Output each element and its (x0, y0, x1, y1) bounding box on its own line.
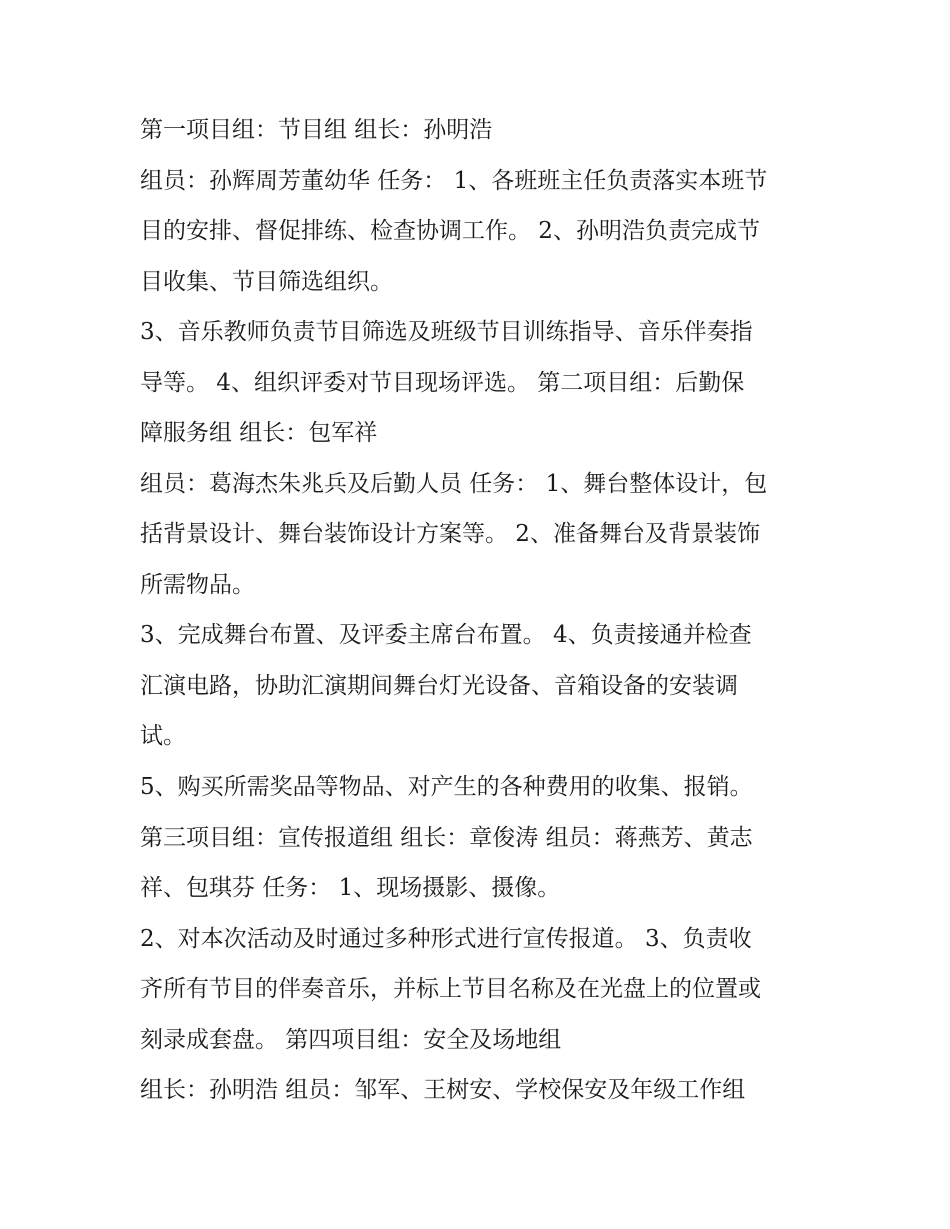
text-line: 括背景设计、舞台装饰设计方案等。 2、准备舞台及背景装饰 (140, 521, 760, 547)
text-line: 2、对本次活动及时通过多种形式进行宣传报道。 3、负责收 (140, 926, 752, 952)
text-line: 5、购买所需奖品等物品、对产生的各种费用的收集、报销。 (140, 774, 753, 800)
text-line: 所需物品。 (140, 572, 255, 598)
text-line: 组员：孙辉周芳董幼华 任务： 1、各班班主任负责落实本班节 (140, 168, 768, 194)
text-line: 刻录成套盘。 第四项目组：安全及场地组 (140, 1027, 562, 1053)
text-line: 组员：葛海杰朱兆兵及后勤人员 任务： 1、舞台整体设计，包 (140, 471, 768, 497)
text-line: 目收集、节目筛选组织。 (140, 269, 393, 295)
text-line: 第三项目组：宣传报道组 组长：章俊涛 组员：蒋燕芳、黄志 (140, 825, 753, 851)
text-line: 3、完成舞台布置、及评委主席台布置。 4、负责接通并检查 (140, 622, 752, 648)
text-line: 障服务组 组长：包军祥 (140, 420, 378, 446)
text-line: 祥、包琪芬 任务： 1、现场摄影、摄像。 (140, 875, 561, 901)
text-line: 组长：孙明浩 组员：邹军、王树安、学校保安及年级工作组 (140, 1077, 746, 1103)
text-line: 目的安排、督促排练、检查协调工作。 2、孙明浩负责完成节 (140, 218, 760, 244)
text-line: 齐所有节目的伴奏音乐，并标上节目名称及在光盘上的位置或 (140, 976, 761, 1002)
text-line: 导等。 4、组织评委对节目现场评选。 第二项目组：后勤保 (140, 370, 745, 396)
text-line: 汇演电路，协助汇演期间舞台灯光设备、音箱设备的安装调 (140, 673, 738, 699)
text-line: 试。 (140, 723, 186, 749)
text-line: 3、音乐教师负责节目筛选及班级节目训练指导、音乐伴奏指 (140, 319, 753, 345)
text-line: 第一项目组：节目组 组长：孙明浩 (140, 117, 493, 143)
